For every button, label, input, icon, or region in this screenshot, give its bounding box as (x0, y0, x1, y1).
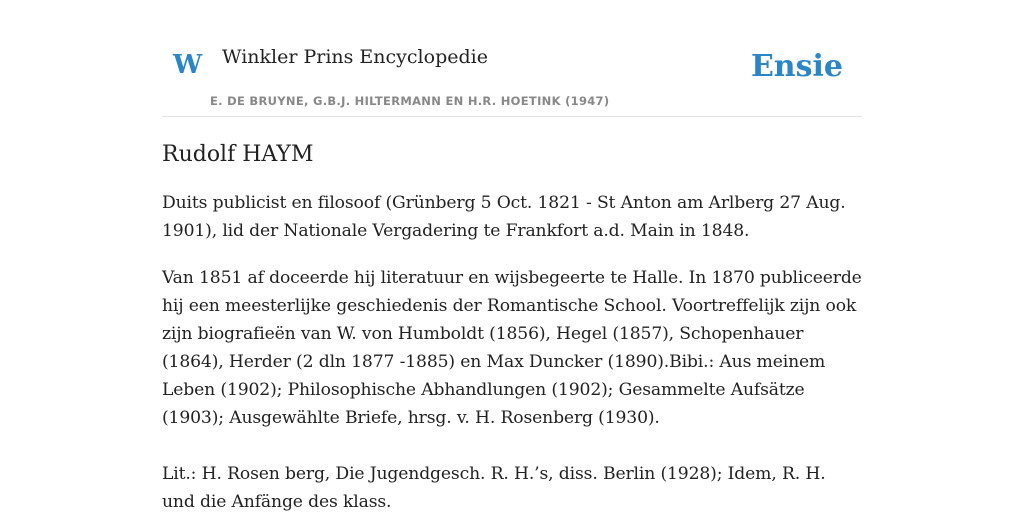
site-header (162, 0, 862, 117)
article-paragraph: Van 1851 af doceerde hij literatuur en wijsbegeerte te Halle. In 1870 publiceerde hij een meesterlijke geschiedenis der Romantische School. Voortreffelijk zijn ook zijn biografieën van W. von Humboldt (1856), Hegel (1857), Schopenhauer (1864), Herder (2 dln 1877 -1885) en Max Duncker (1890).Bibi.: Aus meinem Leben (1902); Philosophische Abhandlungen (1902); Gesammelte Aufsätze (1903); Ausgewählte Briefe, hrsg. v. H. Rosenberg (1930). (162, 268, 862, 428)
publication-logo-icon[interactable]: W (173, 50, 203, 80)
article-paragraph: Duits publicist en filosoof (Grünberg 5 Oct. 1821 - St Anton am Arlberg 27 Aug. 1901), lid der Nationale Vergadering te Frankfort a.d. Main in 1848. (162, 193, 846, 241)
publication-authors: E. DE BRUYNE, G.B.J. HILTERMANN EN H.R. HOETINK (1947) (210, 94, 610, 108)
article-body (162, 138, 862, 512)
literature-paragraph: Lit.: H. Rosen berg, Die Jugendgesch. R. H.’s, diss. Berlin (1928); Idem, R. H. und die Anfänge des klass. (162, 464, 826, 512)
publication-title[interactable]: Winkler Prins Encyclopedie (222, 46, 488, 68)
article-title: Rudolf HAYM (162, 142, 314, 167)
ensie-logo[interactable]: Ensie (750, 49, 843, 84)
